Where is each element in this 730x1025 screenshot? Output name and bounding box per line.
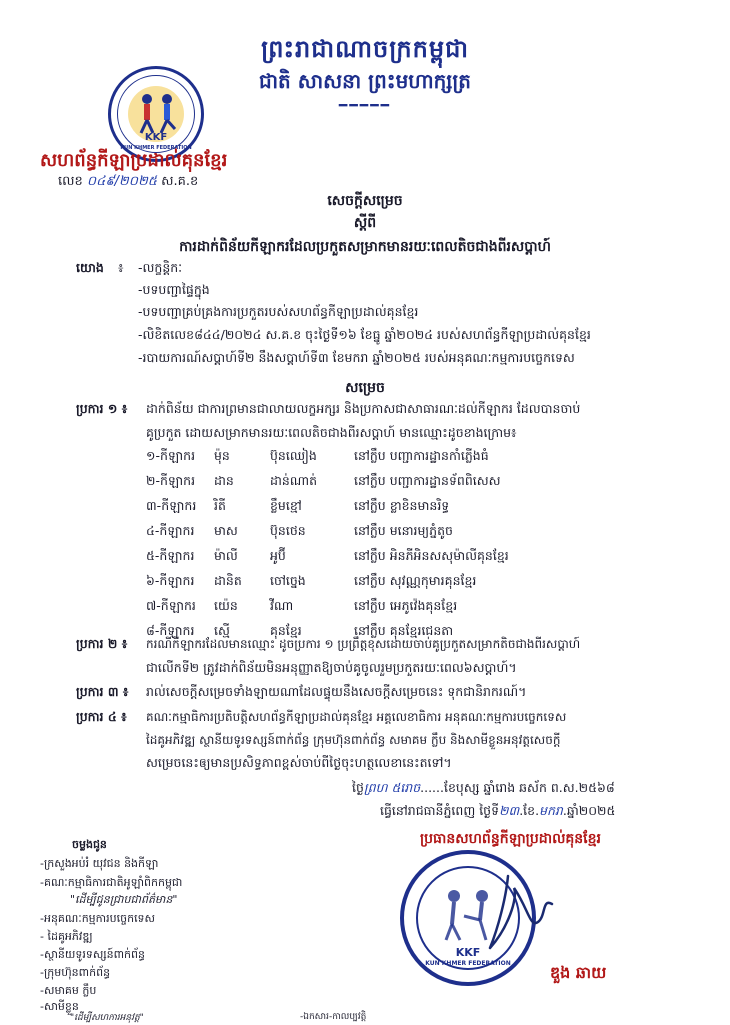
fighter-no: ២-កីឡាករ — [146, 473, 196, 488]
recipients-title: ចម្លងជូន — [72, 838, 107, 851]
fighter-first: យ៉េន — [214, 598, 238, 613]
considering-item: -លិខិតលេខ៨៤៤/២០២៤ ស.គ.ខ ចុះថ្ងៃទី១៦ ខែធ្នូ ឆ្នាំ២០២៤ របស់សហព័ន្ធកីឡាប្រដាល់គុនខ្មែរ — [138, 327, 591, 342]
article-4-text: សម្រេចនេះឲ្យមានប្រសិទ្ធភាពខ្ពស់ចាប់ពីថ្ងៃចុះហត្ថលេខានេះតទៅ។ — [146, 755, 452, 770]
fighter-first: ដានិត — [214, 573, 242, 588]
considering-item: -លក្ខន្តិកៈ — [138, 260, 183, 275]
fighter-first: ស្មើ — [214, 623, 230, 638]
article-2-text: ជាលើកទី២ ត្រូវដាក់ពិន័យមិនអនុញ្ញាតឱ្យចាប់គូចូលរួមប្រកួតរយៈពេល៦សប្តាហ៍។ — [146, 660, 517, 675]
signer-name: ឌួង ឆាយ — [550, 963, 607, 982]
fighter-first: មាស — [214, 523, 238, 538]
fighter-club: នៅក្លឹប សុវណ្ណកុមារគុនខ្មែរ — [354, 573, 477, 588]
article-4-text: ដៃគូអភិវឌ្ឍ ស្ថានីយទូរទស្សន៍ពាក់ព័ន្ធ ក្រុមហ៊ុនពាក់ព័ន្ធ សមាគម ក្លឹប និងសាមីខ្លួនអនុវត្តសេចក្តី — [146, 733, 561, 747]
solar-mid: .ខែ. — [519, 803, 540, 818]
fighter-last: ដាន់ណាត់ — [270, 473, 317, 488]
recipient-item: -ក្រសួងអប់រំ យុវជន និងកីឡា — [40, 857, 159, 870]
solar-month: មករា — [539, 803, 563, 818]
fighter-no: ៦-កីឡាករ — [146, 573, 195, 588]
fighter-last: ចៅច្នេង — [270, 573, 306, 588]
recipient-item: -អនុគណៈកម្មការបច្ចេកទេស — [40, 912, 156, 925]
fighter-no: ៨-កីឡាករ — [146, 623, 195, 638]
fighter-last: ខ្លឹមខ្មៅ — [270, 498, 302, 513]
fighter-club: នៅក្លឹប គុនខ្មែរជេនតា — [354, 623, 454, 638]
fighter-club: នៅក្លឹប បញ្ជាការដ្ឋានទ័ពពិសេស — [354, 473, 501, 488]
fighter-no: ៧-កីឡាករ — [146, 598, 196, 613]
fighter-club: នៅក្លឹប មនោរម្យភ្នំតូច — [354, 523, 453, 538]
solar-year: .ឆ្នាំ២០២៥ — [562, 803, 616, 818]
recipient-item: -សមាគម ក្លឹប — [40, 984, 97, 997]
document-type: សេចក្តីសម្រេច — [327, 193, 403, 209]
document-about: ស្តីពី — [353, 215, 377, 231]
signer-title: ប្រធានសហព័ន្ធកីឡាប្រដាល់គុនខ្មែរ — [420, 831, 601, 847]
ref-number: ០៤៩/២០២៥ — [86, 174, 157, 189]
fighter-club: នៅក្លឹប អិនភីអិនសសុម៉ាលីគុនខ្មែរ — [354, 548, 509, 563]
article-4-label: ប្រការ ៤ ៖ — [76, 709, 127, 724]
kingdom-title: ព្រះរាជាណាចក្រកម្ពុជា — [261, 35, 469, 63]
ref-prefix: លេខ — [58, 174, 83, 189]
considering-item: -បទបញ្ជាផ្ទៃក្នុង — [138, 282, 210, 297]
fighter-last: ប៊ុនឈៀង — [270, 448, 317, 463]
fighter-first: រិតី — [214, 498, 226, 513]
fighter-first: ម៉ុន — [214, 448, 230, 463]
signature-mark — [468, 868, 558, 958]
article-4-text: គណៈកម្មាធិការប្រតិបត្តិសហព័ន្ធកីឡាប្រដាល់គុនខ្មែរ អគ្គលេខាធិការ អនុគណៈកម្មការបច្ចេកទេស — [146, 710, 567, 724]
considering-label: យោង — [76, 260, 104, 275]
document-subject: ការដាក់ពិន័យកីឡាករដែលប្រកួតសម្រាកមានរយៈពេលតិចជាងពីរសប្តាហ៍ — [179, 239, 551, 255]
decision-title: សម្រេច — [345, 380, 385, 396]
national-motto: ជាតិ សាសនា ព្រះមហាក្សត្រ — [259, 69, 471, 93]
considering-item: -របាយការណ៍សប្តាហ៍ទី២ នឹងសប្តាហ៍ទី៣ ខែមករា ឆ្នាំ២០២៥ របស់អនុគណៈកម្មការបច្ចេកទេស — [138, 350, 575, 365]
stamp-letters: KKF — [455, 946, 481, 959]
recipient-note: "ដើម្បីជូនជ្រាបជាព័ត៌មាន" — [70, 893, 178, 906]
considering-colon: ៖ — [118, 260, 124, 275]
header-divider: ━━━━━ — [338, 98, 392, 114]
solar-day: ២៣ — [499, 803, 520, 818]
fighter-no: ៥-កីឡាករ — [146, 548, 195, 563]
fighter-no: ៤-កីឡាករ — [146, 523, 195, 538]
article-2-label: ប្រការ ២ ៖ — [76, 636, 128, 651]
recipient-note: "ដើម្បីសហការអនុវត្ត" — [70, 1013, 144, 1023]
recipient-item: -សាមីខ្លួន — [40, 1000, 79, 1013]
article-1-label: ប្រការ ១ ៖ — [76, 401, 128, 416]
fighter-no: ១-កីឡាករ — [146, 448, 196, 463]
logo-letters: KKF — [144, 132, 168, 143]
fighter-first: ដាន — [214, 473, 234, 488]
solar-date — [380, 803, 615, 822]
recipient-item: -ក្រុមហ៊ុនពាក់ព័ន្ធ — [40, 966, 111, 979]
considering-item: -បទបញ្ជាគ្រប់គ្រងការប្រកួតរបស់សហព័ន្ធកីឡាប្រដាល់គុនខ្មែរ — [138, 304, 419, 319]
article-2-text: ករណីកីឡាករដែលមានឈ្មោះ ដូចប្រការ ១ ប្រព្រឹត្តខុសដោយចាប់គូប្រកួតសម្រាកតិចជាងពីរសប្តាហ៍ — [146, 637, 581, 651]
article-3-text: រាល់សេចក្តីសម្រេចទាំងឡាយណាដែលផ្ទុយនឹងសេចក្តីសម្រេចនេះ ទុកជានិរាករណ៍។ — [146, 684, 527, 699]
lunar-prefix: ថ្ងៃ — [352, 780, 364, 795]
fighter-first: ម៉ាលី — [214, 548, 238, 563]
article-1-text: គូប្រកួត ដោយសម្រាកមានរយៈពេលតិចជាងពីរសប្តាហ៍ មានឈ្មោះដូចខាងក្រោម៖ — [146, 425, 517, 440]
lunar-hand: ព្រហ ៥រោច — [363, 780, 421, 795]
ref-suffix: ស.គ.ខ — [161, 174, 199, 189]
recipient-item: -ស្ថានីយទូរទស្សន៍ពាក់ព័ន្ធ — [40, 948, 145, 961]
fighter-no: ៣-កីឡាករ — [146, 498, 197, 513]
fighter-club: នៅក្លឹប បញ្ជាការដ្ឋានកាំភ្លើងធំ — [354, 448, 489, 463]
recipient-item: - ដៃគូអភិវឌ្ឍ — [40, 930, 93, 943]
fighter-club: នៅក្លឹប ខ្លាខិនមានរិទ្ធ — [354, 498, 450, 513]
article-3-label: ប្រការ ៣ ៖ — [76, 684, 129, 699]
recipient-item: -ឯកសារ-កាលប្បវត្តិ — [300, 1012, 367, 1022]
logo-ring-text: KUN KHMER FEDERATION — [120, 145, 192, 151]
lunar-date — [352, 780, 615, 799]
fighter-last: ប៊ុនថេន — [270, 523, 306, 538]
lunar-rest: ......ខែបុស្ស ឆ្នាំរោង ឆស័ក ព.ស.២៥៦៨ — [420, 780, 615, 795]
fighter-last: គុនខ្មែរ — [270, 623, 302, 638]
recipient-item: -គណៈកម្មាធិការជាតិអូឡាំពិកកម្ពុជា — [40, 876, 183, 889]
fighter-last: វីណា — [270, 598, 294, 613]
solar-prefix: ធ្វើនៅរាជធានីភ្នំពេញ ថ្ងៃទី — [380, 803, 500, 818]
fighter-club: នៅក្លឹប អេភូវ៉េងគុនខ្មែរ — [354, 598, 458, 613]
stamp-ring-text: KUN KHMER FEDERATION — [425, 960, 511, 967]
article-1-text: ដាក់ពិន័យ ជាការព្រមានជាលាយលក្ខអក្សរ និងប្រកាសជាសាធារណៈដល់កីឡាករ ដែលបានចាប់ — [146, 401, 581, 416]
fighter-last: អូប៊ី — [270, 548, 286, 563]
federation-name: សហព័ន្ធកីឡាប្រដាល់គុនខ្មែរ — [40, 150, 228, 171]
